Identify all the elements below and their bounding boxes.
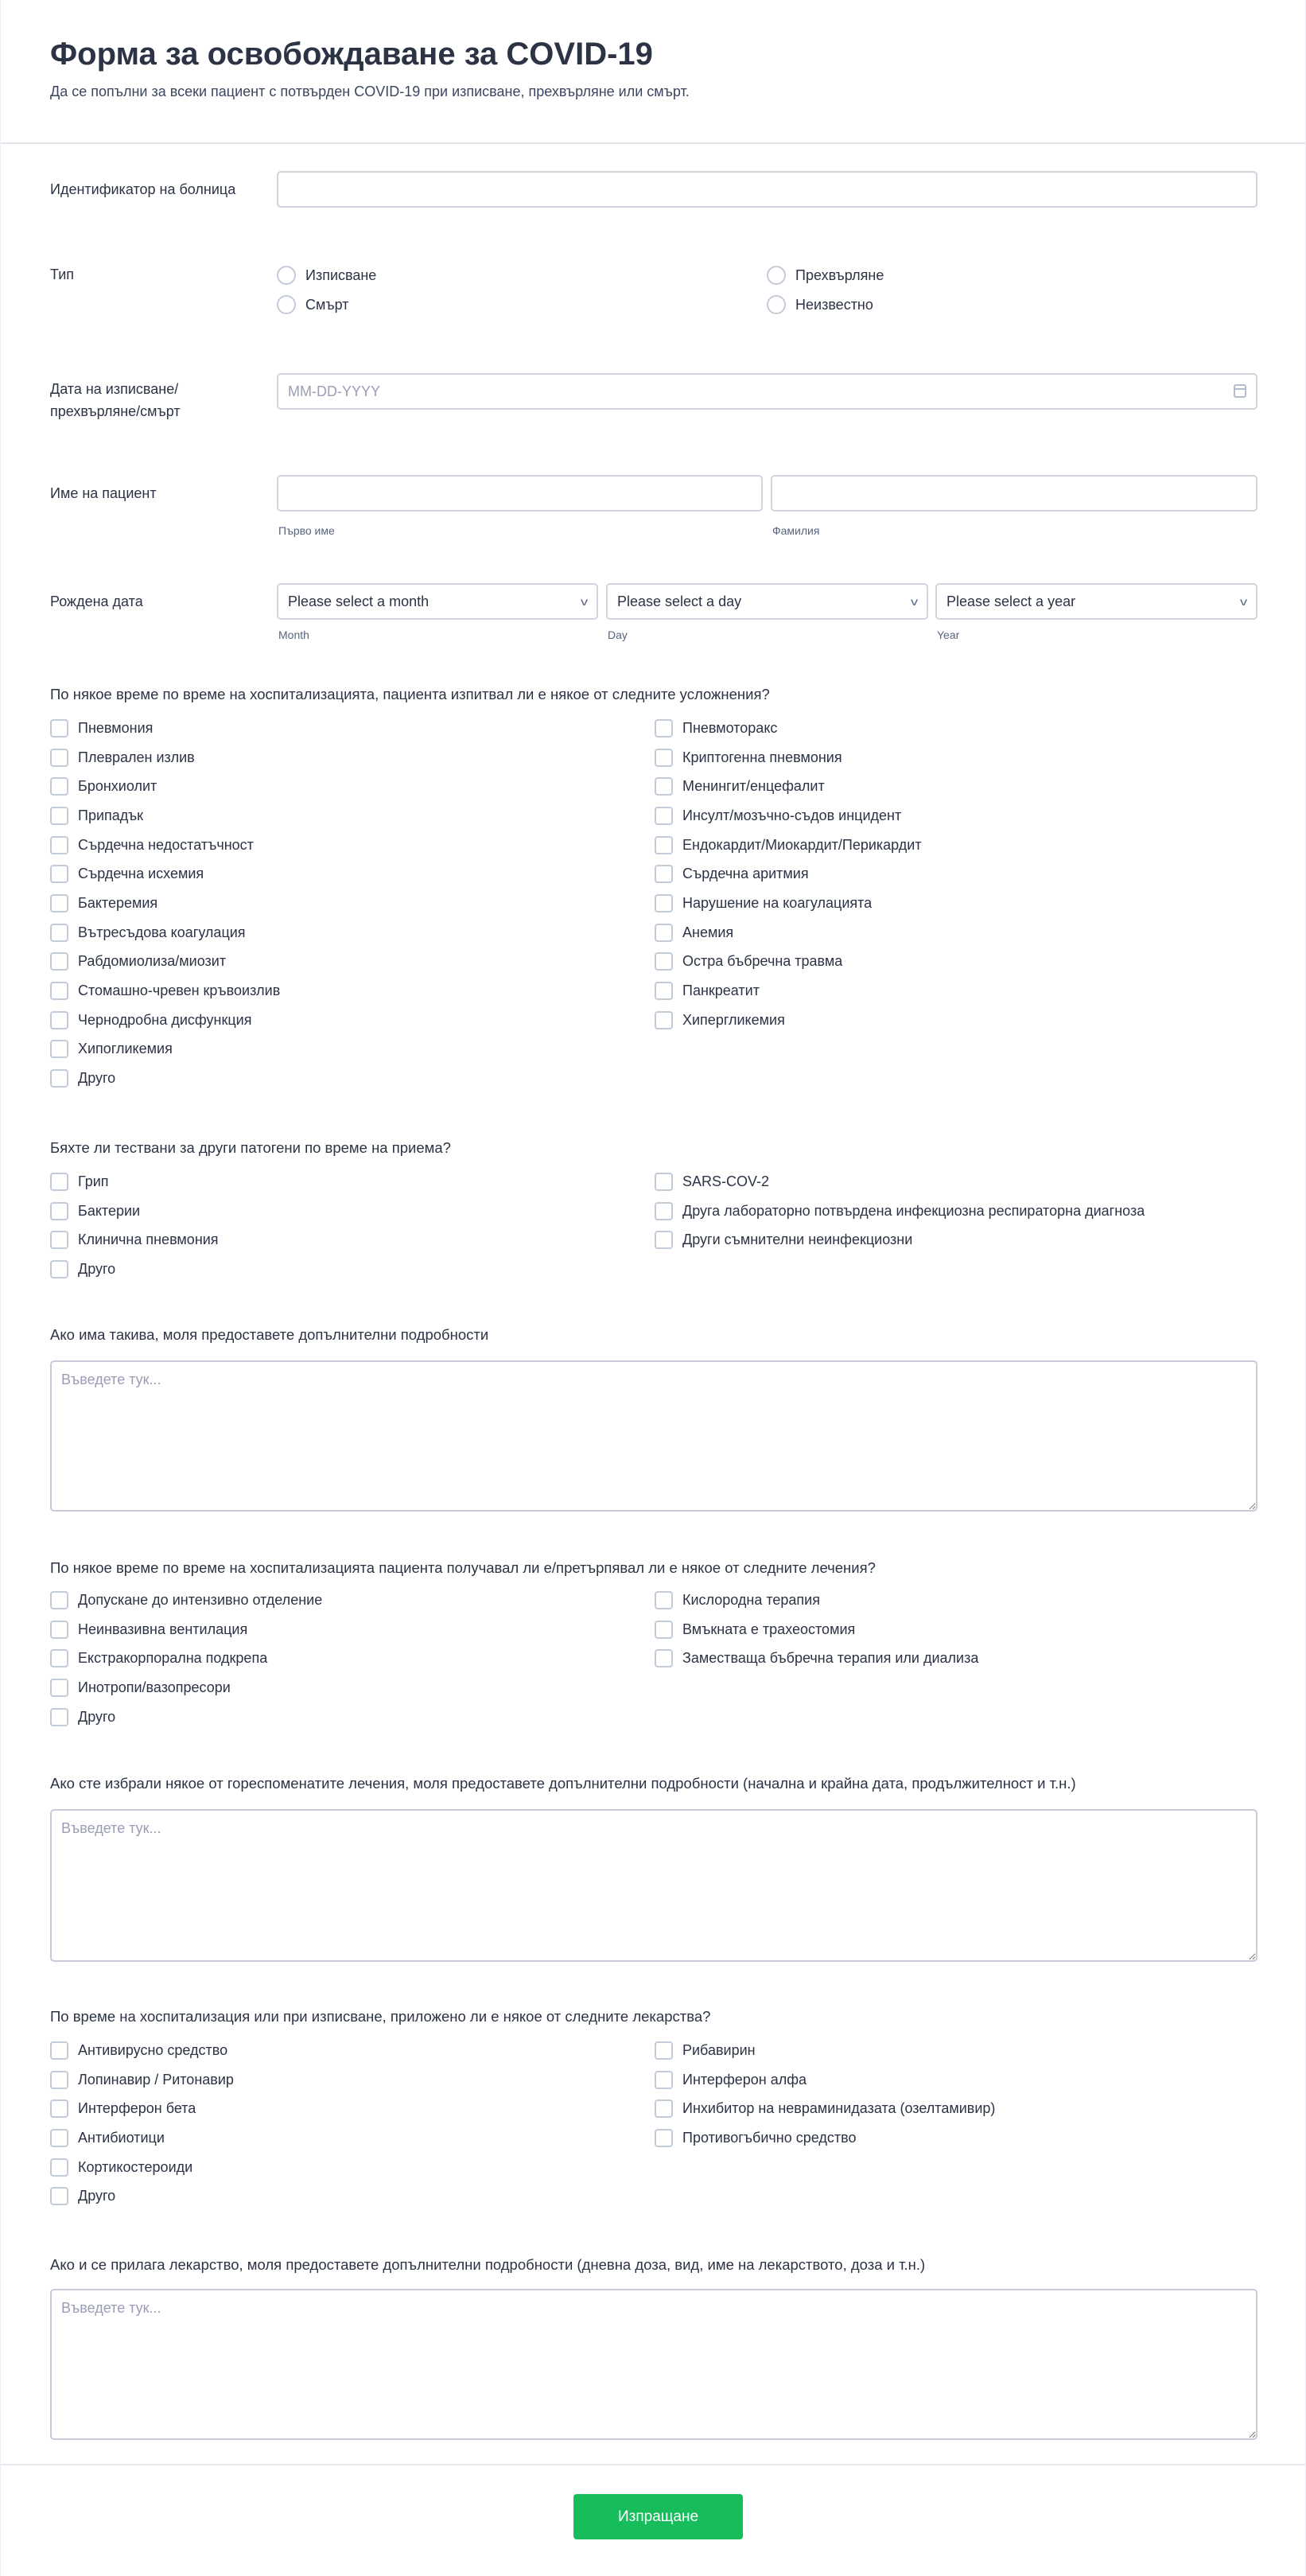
treatments-question: По някое време по време на хоспитализацията пациента получавал ли е/претърпявал ли е някое от следните лечения? [50,1559,876,1576]
checkbox[interactable] [655,952,673,971]
details2-textarea[interactable] [50,1809,1257,1962]
checkbox-option[interactable] [50,1035,655,1064]
date-input[interactable] [278,375,1256,408]
checkbox-option[interactable] [655,1644,1259,1673]
last-name-sublabel: Фамилия [772,524,820,537]
checkbox-option[interactable] [50,831,655,860]
checkbox-option[interactable] [50,772,655,801]
checkbox-label: Инотропи/вазопресори [78,1679,231,1695]
checkbox[interactable] [50,1069,68,1088]
first-name-input[interactable] [278,477,761,510]
checkbox-label: Инхибитор на невраминидазата (озелтамивир) [682,2100,996,2117]
checkbox[interactable] [50,1260,68,1278]
radio-unknown[interactable] [767,295,873,314]
birth-date-label: Рождена дата [50,593,143,609]
select-value: Please select a month [288,593,430,609]
checkbox-label: Неинвазивна вентилация [78,1621,248,1637]
checkbox-column [50,714,655,1093]
checkbox-label: Други съмнителни неинфекциозни [682,1232,913,1248]
checkbox-option[interactable] [655,889,1259,918]
details1-label: Ако има такива, моля предоставете допълнителни подробности [50,1326,489,1343]
checkbox-label: Сърдечна аритмия [682,866,809,882]
checkbox[interactable] [50,2099,68,2118]
checkbox-option[interactable] [655,948,1259,977]
checkbox-label: Клинична пневмония [78,1232,219,1248]
checkbox-option[interactable] [655,859,1259,889]
checkbox-option[interactable] [655,2036,1259,2065]
checkbox[interactable] [50,1173,68,1191]
checkbox-option[interactable] [50,1615,655,1644]
date-label: Дата на изписване/ прехвърляне/смърт [50,381,181,419]
page-subtitle: Да се попълни за всеки пациент с потвърден COVID-19 при изписване, прехвърляне или смърт. [50,84,690,99]
checkbox-option[interactable] [50,2094,655,2123]
checkbox[interactable] [50,1621,68,1639]
radio-circle[interactable] [277,266,296,285]
date-field[interactable] [277,373,1257,410]
radio-label: Изписване [305,267,377,283]
checkbox-label: Инсулт/мозъчно-съдов инцидент [682,807,902,823]
checkbox-label: Интерферон алфа [682,2071,807,2088]
checkbox[interactable] [50,836,68,854]
day-sublabel: Day [608,628,628,641]
checkbox-option[interactable] [50,948,655,977]
checkbox-label: Друго [78,1708,116,1725]
checkbox-label: Грип [78,1173,109,1189]
details1-textarea[interactable] [50,1360,1257,1512]
checkbox[interactable] [50,2158,68,2177]
radio-discharge[interactable] [277,266,376,285]
checkbox-option[interactable] [50,2153,655,2182]
checkbox-label: Лопинавир / Ритонавир [78,2071,234,2088]
checkbox-label: Сърдечна исхемия [78,866,204,882]
month-sublabel: Month [278,628,309,641]
checkbox-option[interactable] [50,1225,655,1255]
checkbox-option[interactable] [50,918,655,948]
checkbox-label: Противогъбично средство [682,2129,857,2146]
chevron-down-icon: v [580,595,589,608]
patient-name-label: Име на пациент [50,485,157,501]
checkbox-column [655,714,1259,1093]
checkbox-option[interactable] [50,1673,655,1702]
checkbox-option[interactable] [655,2065,1259,2095]
footer-divider [1,2464,1305,2465]
select-value: Please select a day [617,593,742,609]
checkbox[interactable] [50,749,68,767]
checkbox[interactable] [50,2071,68,2089]
checkbox-option[interactable] [50,889,655,918]
calendar-icon[interactable] [1234,384,1246,398]
checkbox-option[interactable] [655,918,1259,948]
checkbox-option[interactable] [50,1586,655,1615]
checkbox-label: SARS-COV-2 [682,1173,770,1189]
pathogens-checkbox-group [50,1167,1259,1284]
radio-label: Прехвърляне [795,267,884,283]
checkbox-option[interactable] [655,714,1259,743]
checkbox-option[interactable] [50,1255,655,1284]
checkbox-label: Пневмоторакс [682,719,778,736]
hospital-id-input[interactable] [278,173,1256,206]
submit-button[interactable]: Изпращане [573,2494,743,2539]
radio-death[interactable] [277,295,348,314]
checkbox-option[interactable] [50,2123,655,2153]
treatments-checkbox-group [50,1586,1259,1731]
checkbox-label: Рибавирин [682,2041,756,2058]
checkbox-option[interactable] [50,2036,655,2065]
checkbox[interactable] [655,1202,673,1220]
checkbox[interactable] [655,807,673,825]
pathogens-question: Бяхте ли тествани за други патогени по време на приема? [50,1139,451,1156]
last-name-input[interactable] [772,477,1256,510]
checkbox[interactable] [50,924,68,942]
chevron-down-icon: v [910,595,919,608]
checkbox-option[interactable] [50,1197,655,1226]
year-sublabel: Year [937,628,960,641]
checkbox[interactable] [655,777,673,796]
checkbox-column [50,2036,655,2211]
birth-day-select[interactable] [606,583,928,620]
checkbox[interactable] [655,865,673,883]
checkbox[interactable] [50,2041,68,2060]
checkbox-label: Антивирусно средство [78,2041,228,2058]
checkbox-label: Стомашно-чревен кръвоизлив [78,983,281,999]
details3-label: Ако и се прилага лекарство, моля предоставете допълнителни подробности (дневна доза, вид, име на лекарството, доза и т.н.) [50,2256,926,2273]
radio-circle[interactable] [767,295,786,314]
checkbox-label: Рабдомиолиза/миозит [78,953,227,970]
select-value: Please select a year [946,593,1076,609]
checkbox[interactable] [655,1173,673,1191]
checkbox[interactable] [655,1649,673,1667]
checkbox-label: Хипергликемия [682,1011,785,1028]
checkbox-label: Антибиотици [78,2129,165,2146]
checkbox[interactable] [655,1621,673,1639]
checkbox-option[interactable] [655,1225,1259,1255]
checkbox-label: Друго [78,2188,116,2204]
checkbox[interactable] [655,836,673,854]
checkbox-column [655,1586,1259,1731]
checkbox[interactable] [50,982,68,1000]
checkbox-label: Допускане до интензивно отделение [78,1591,323,1608]
checkbox-label: Хипогликемия [78,1041,173,1057]
checkbox-option[interactable] [50,859,655,889]
checkbox-label: Вмъкната е трахеостомия [682,1621,856,1637]
checkbox-label: Панкреатит [682,983,760,999]
checkbox[interactable] [50,1202,68,1220]
checkbox-option[interactable] [50,714,655,743]
checkbox[interactable] [655,2129,673,2147]
checkbox-option[interactable] [655,1197,1259,1226]
checkbox[interactable] [655,1231,673,1249]
checkbox[interactable] [655,2071,673,2089]
details2-label: Ако сте избрали някое от гореспоменатите лечения, моля предоставете допълнителни подробности (начална и крайна дата, продължителност и т.н.) [50,1775,1076,1792]
checkbox[interactable] [50,1649,68,1667]
checkbox-option[interactable] [655,772,1259,801]
checkbox[interactable] [655,2099,673,2118]
checkbox-option[interactable] [655,1586,1259,1615]
checkbox-option[interactable] [655,801,1259,831]
checkbox-option[interactable] [655,1006,1259,1035]
medications-checkbox-group [50,2036,1259,2211]
chevron-down-icon: v [1239,595,1248,608]
checkbox[interactable] [50,1708,68,1726]
checkbox-option[interactable] [50,1064,655,1093]
checkbox-label: Плеврален излив [78,749,195,765]
checkbox-label: Кислородна терапия [682,1591,820,1608]
checkbox[interactable] [655,924,673,942]
checkbox[interactable] [50,2129,68,2147]
radio-circle[interactable] [277,295,296,314]
checkbox-label: Бактерии [78,1202,141,1219]
checkbox-column [50,1167,655,1284]
checkbox-label: Заместваща бъбречна терапия или диализа [682,1650,979,1667]
hospital-id-field[interactable] [277,171,1257,208]
checkbox-option[interactable] [50,801,655,831]
checkbox-option[interactable] [655,743,1259,772]
checkbox-option[interactable] [50,976,655,1006]
complications-question: По някое време по време на хоспитализацията, пациента изпитвал ли е някое от следните усложнения? [50,686,770,702]
checkbox-option[interactable] [50,1644,655,1673]
radio-label: Неизвестно [795,296,873,313]
checkbox-label: Друга лабораторно потвърдена инфекциозна респираторна диагноза [682,1202,1145,1219]
hospital-id-label: Идентификатор на болница [50,181,236,197]
checkbox[interactable] [655,894,673,912]
medications-question: По време на хоспитализация или при изписване, приложено ли е някое от следните лекарства? [50,2008,711,2025]
checkbox-label: Чернодробна дисфункция [78,1011,252,1028]
checkbox-option[interactable] [50,2181,655,2211]
checkbox-option[interactable] [50,1702,655,1732]
checkbox-option[interactable] [655,2094,1259,2123]
checkbox[interactable] [50,1591,68,1609]
form-header [1,0,1305,144]
checkbox-label: Остра бъбречна травма [682,953,843,970]
radio-label: Смърт [305,296,349,313]
checkbox-label: Нарушение на коагулацията [682,894,873,911]
checkbox[interactable] [655,719,673,737]
checkbox[interactable] [655,2041,673,2060]
checkbox[interactable] [50,865,68,883]
details3-textarea[interactable] [50,2289,1257,2440]
checkbox[interactable] [655,982,673,1000]
checkbox-label: Пневмония [78,719,154,736]
last-name-field[interactable] [771,475,1257,512]
first-name-sublabel: Първо име [278,524,335,537]
radio-circle[interactable] [767,266,786,285]
checkbox-label: Екстракорпорална подкрепа [78,1650,268,1667]
checkbox-label: Интерферон бета [78,2100,196,2117]
checkbox-option[interactable] [655,976,1259,1006]
checkbox-label: Ендокардит/Миокардит/Перикардит [682,836,922,853]
checkbox-option[interactable] [655,831,1259,860]
checkbox-option[interactable] [50,743,655,772]
checkbox-option[interactable] [655,1615,1259,1644]
checkbox[interactable] [655,749,673,767]
checkbox-label: Менингит/енцефалит [682,778,825,795]
checkbox[interactable] [50,894,68,912]
checkbox-label: Друго [78,1070,116,1087]
checkbox-label: Друго [78,1260,116,1277]
checkbox[interactable] [50,952,68,971]
checkbox-label: Бронхиолит [78,778,157,795]
first-name-field[interactable] [277,475,763,512]
birth-year-select[interactable] [935,583,1257,620]
complications-checkbox-group [50,714,1259,1093]
type-label: Тип [50,267,75,282]
radio-transfer[interactable] [767,266,884,285]
checkbox[interactable] [50,1040,68,1058]
checkbox[interactable] [655,1011,673,1029]
checkbox-column [50,1586,655,1731]
checkbox-label: Припадък [78,807,143,823]
page-title: Форма за освобождаване за COVID-19 [50,37,653,72]
checkbox-label: Кортикостероиди [78,2158,193,2175]
checkbox-label: Криптогенна пневмония [682,749,842,765]
checkbox-label: Бактеремия [78,894,158,911]
checkbox[interactable] [50,1679,68,1697]
checkbox-option[interactable] [655,1167,1259,1197]
checkbox-option[interactable] [50,2065,655,2095]
checkbox[interactable] [50,777,68,796]
checkbox[interactable] [50,719,68,737]
checkbox[interactable] [50,1231,68,1249]
checkbox-option[interactable] [50,1006,655,1035]
checkbox-label: Вътресъдова коагулация [78,924,246,940]
checkbox[interactable] [655,1591,673,1609]
checkbox-column [655,1167,1259,1284]
checkbox-option[interactable] [50,1167,655,1197]
checkbox[interactable] [50,807,68,825]
checkbox-option[interactable] [655,2123,1259,2153]
checkbox-column [655,2036,1259,2211]
checkbox-label: Сърдечна недостатъчност [78,836,254,853]
birth-month-select[interactable] [277,583,598,620]
checkbox[interactable] [50,1011,68,1029]
checkbox[interactable] [50,2187,68,2205]
checkbox-label: Анемия [682,924,734,940]
